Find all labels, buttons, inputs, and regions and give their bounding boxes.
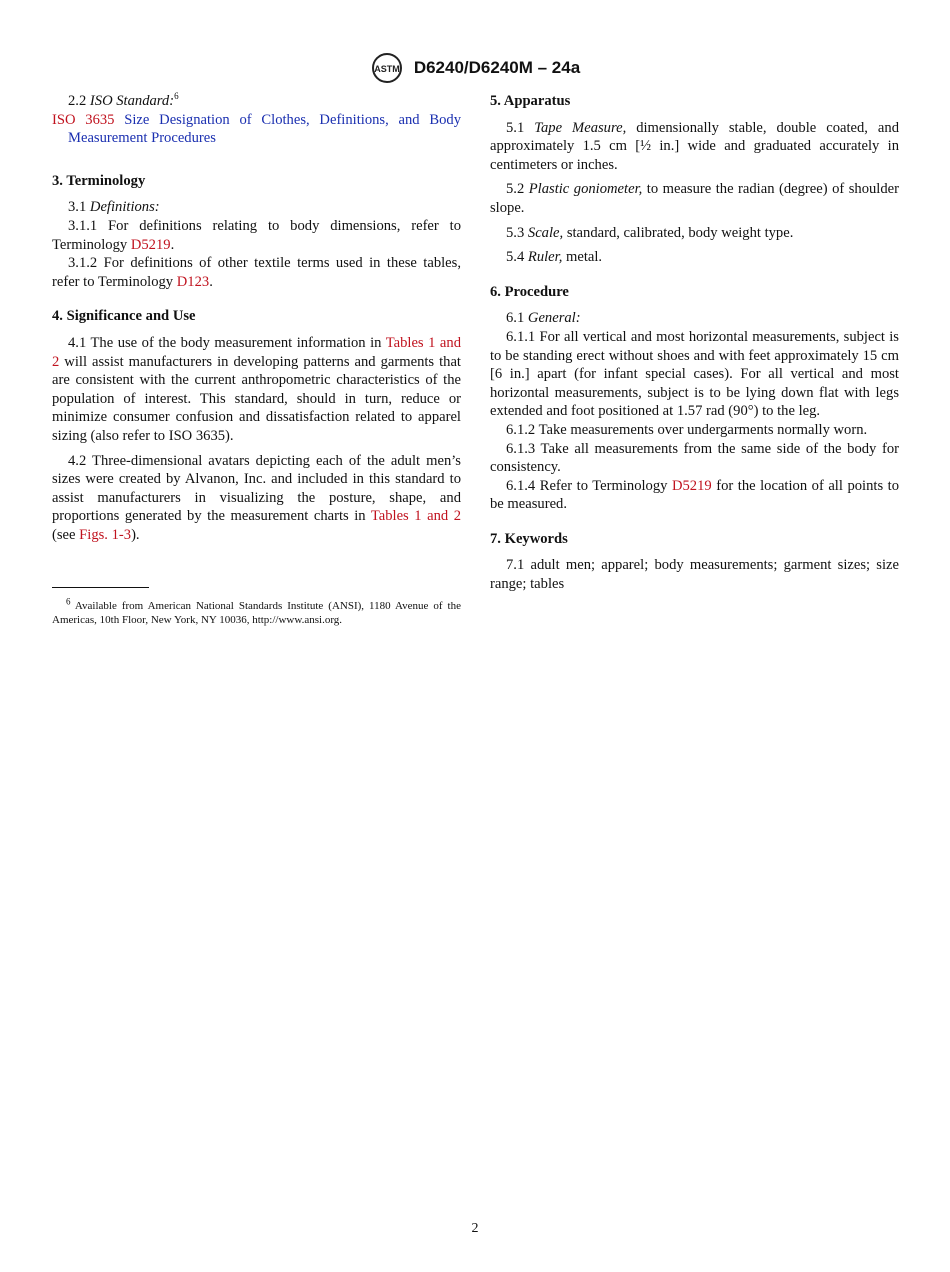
section-5-2: 5.2 Plastic goniometer, to measure the radian (degree) of shoulder slope.	[490, 181, 899, 216]
right-column	[490, 92, 899, 600]
section-4-1: 4.1 The use of the body measurement information in Tables 1 and 2 will assist manufacturers in developing patterns and garments that are consistent with the current anthropometric characteristics of the population of interest. This standard, should in turn, reduce or minimize consumer confusion and dissatisfaction related to apparel sizing (also refer to ISO 3635).	[52, 334, 461, 444]
logo-text: ASTM	[374, 64, 400, 74]
section-6-heading: 6. Procedure	[490, 283, 569, 300]
footnote-6: $^6$ Available from American National Standards Institute (ANSI), 1180 Avenue of the Americas, 10th Floor, New York, NY 10036, http://www.ansi.org.	[52, 596, 461, 626]
section-6-1: 6.1 General:	[506, 310, 581, 327]
section-7-heading: 7. Keywords	[490, 530, 568, 547]
d5219-link-2[interactable]: D5219	[671, 477, 712, 494]
section-3-1-2: 3.1.2 For definitions of other textile terms used in these tables, refer to Terminology D123.	[52, 255, 461, 290]
section-3-1: 3.1 Definitions:	[68, 199, 160, 216]
left-column	[52, 92, 461, 550]
page-number: 2	[471, 1221, 479, 1236]
section-6-1-1: 6.1.1 For all vertical and most horizontal measurements, subject is to be standing erect without shoes and with feet approximately 15 cm [6 in.] apart (for infant special cases). For all vertical and most horizontal measurements, subject is to be lying down flat with legs extended and foot positioned at 1.57 rad (90°) to the leg.	[490, 328, 899, 420]
section-3-heading: 3. Terminology	[52, 172, 146, 189]
section-6-1-3: 6.1.3 Take all measurements from the same side of the body for consistency.	[490, 440, 899, 476]
tables-1-2-link[interactable]: Tables 1 and 2	[52, 334, 461, 370]
footnote-ref-6[interactable]: 6	[174, 91, 179, 102]
section-6-1-4: 6.1.4 Refer to Terminology D5219 for the location of all points to be measured.	[490, 477, 899, 513]
tables-1-2-link-2[interactable]: Tables 1 and 2	[370, 508, 461, 525]
d5219-link[interactable]: D5219	[130, 236, 171, 253]
section-2-2: 2.2 ISO Standard:$^6$	[68, 91, 179, 109]
astm-logo-icon	[370, 52, 404, 84]
section-4-2: 4.2 Three-dimensional avatars depicting each of the adult men’s sizes were created by Alvanon, Inc. and included in this standard to assist manufacturers in visualizing the posture, shape, and proportions generated by the measurement charts in Tables 1 and 2 (see Figs. 1-3).	[52, 452, 461, 543]
section-5-3: 5.3 Scale, standard, calibrated, body weight type.	[506, 224, 794, 241]
page-header	[0, 52, 950, 84]
document-designation: D6240/D6240M – 24a	[413, 58, 581, 77]
d123-link[interactable]: D123	[176, 273, 210, 290]
section-4-heading: 4. Significance and Use	[52, 308, 196, 325]
iso-3635-reference	[38, 111, 461, 148]
figs-1-3-link[interactable]: Figs. 1-3	[79, 526, 132, 543]
footnote-divider	[52, 587, 149, 588]
section-5-1: 5.1 Tape Measure, dimensionally stable, double coated, and approximately 1.5 cm [½ in.] wide and graduated accurately in centimeters or inches.	[490, 119, 900, 173]
section-3-1-1: 3.1.1 For definitions relating to body dimensions, refer to Terminology D5219.	[52, 217, 461, 253]
section-7-1: 7.1 adult men; apparel; body measurements; garment sizes; size range; tables	[490, 557, 899, 593]
section-5-4: 5.4 Ruler, metal.	[506, 249, 603, 266]
section-5-heading: 5. Apparatus	[490, 93, 571, 109]
iso-3635-link[interactable]: ISO 3635	[52, 111, 115, 128]
section-6-1-2: 6.1.2 Take measurements over undergarments normally worn.	[506, 421, 868, 438]
iso-3635-title[interactable]: Size Designation of Clothes, Definitions, and Body Measurement Procedures	[68, 111, 461, 147]
